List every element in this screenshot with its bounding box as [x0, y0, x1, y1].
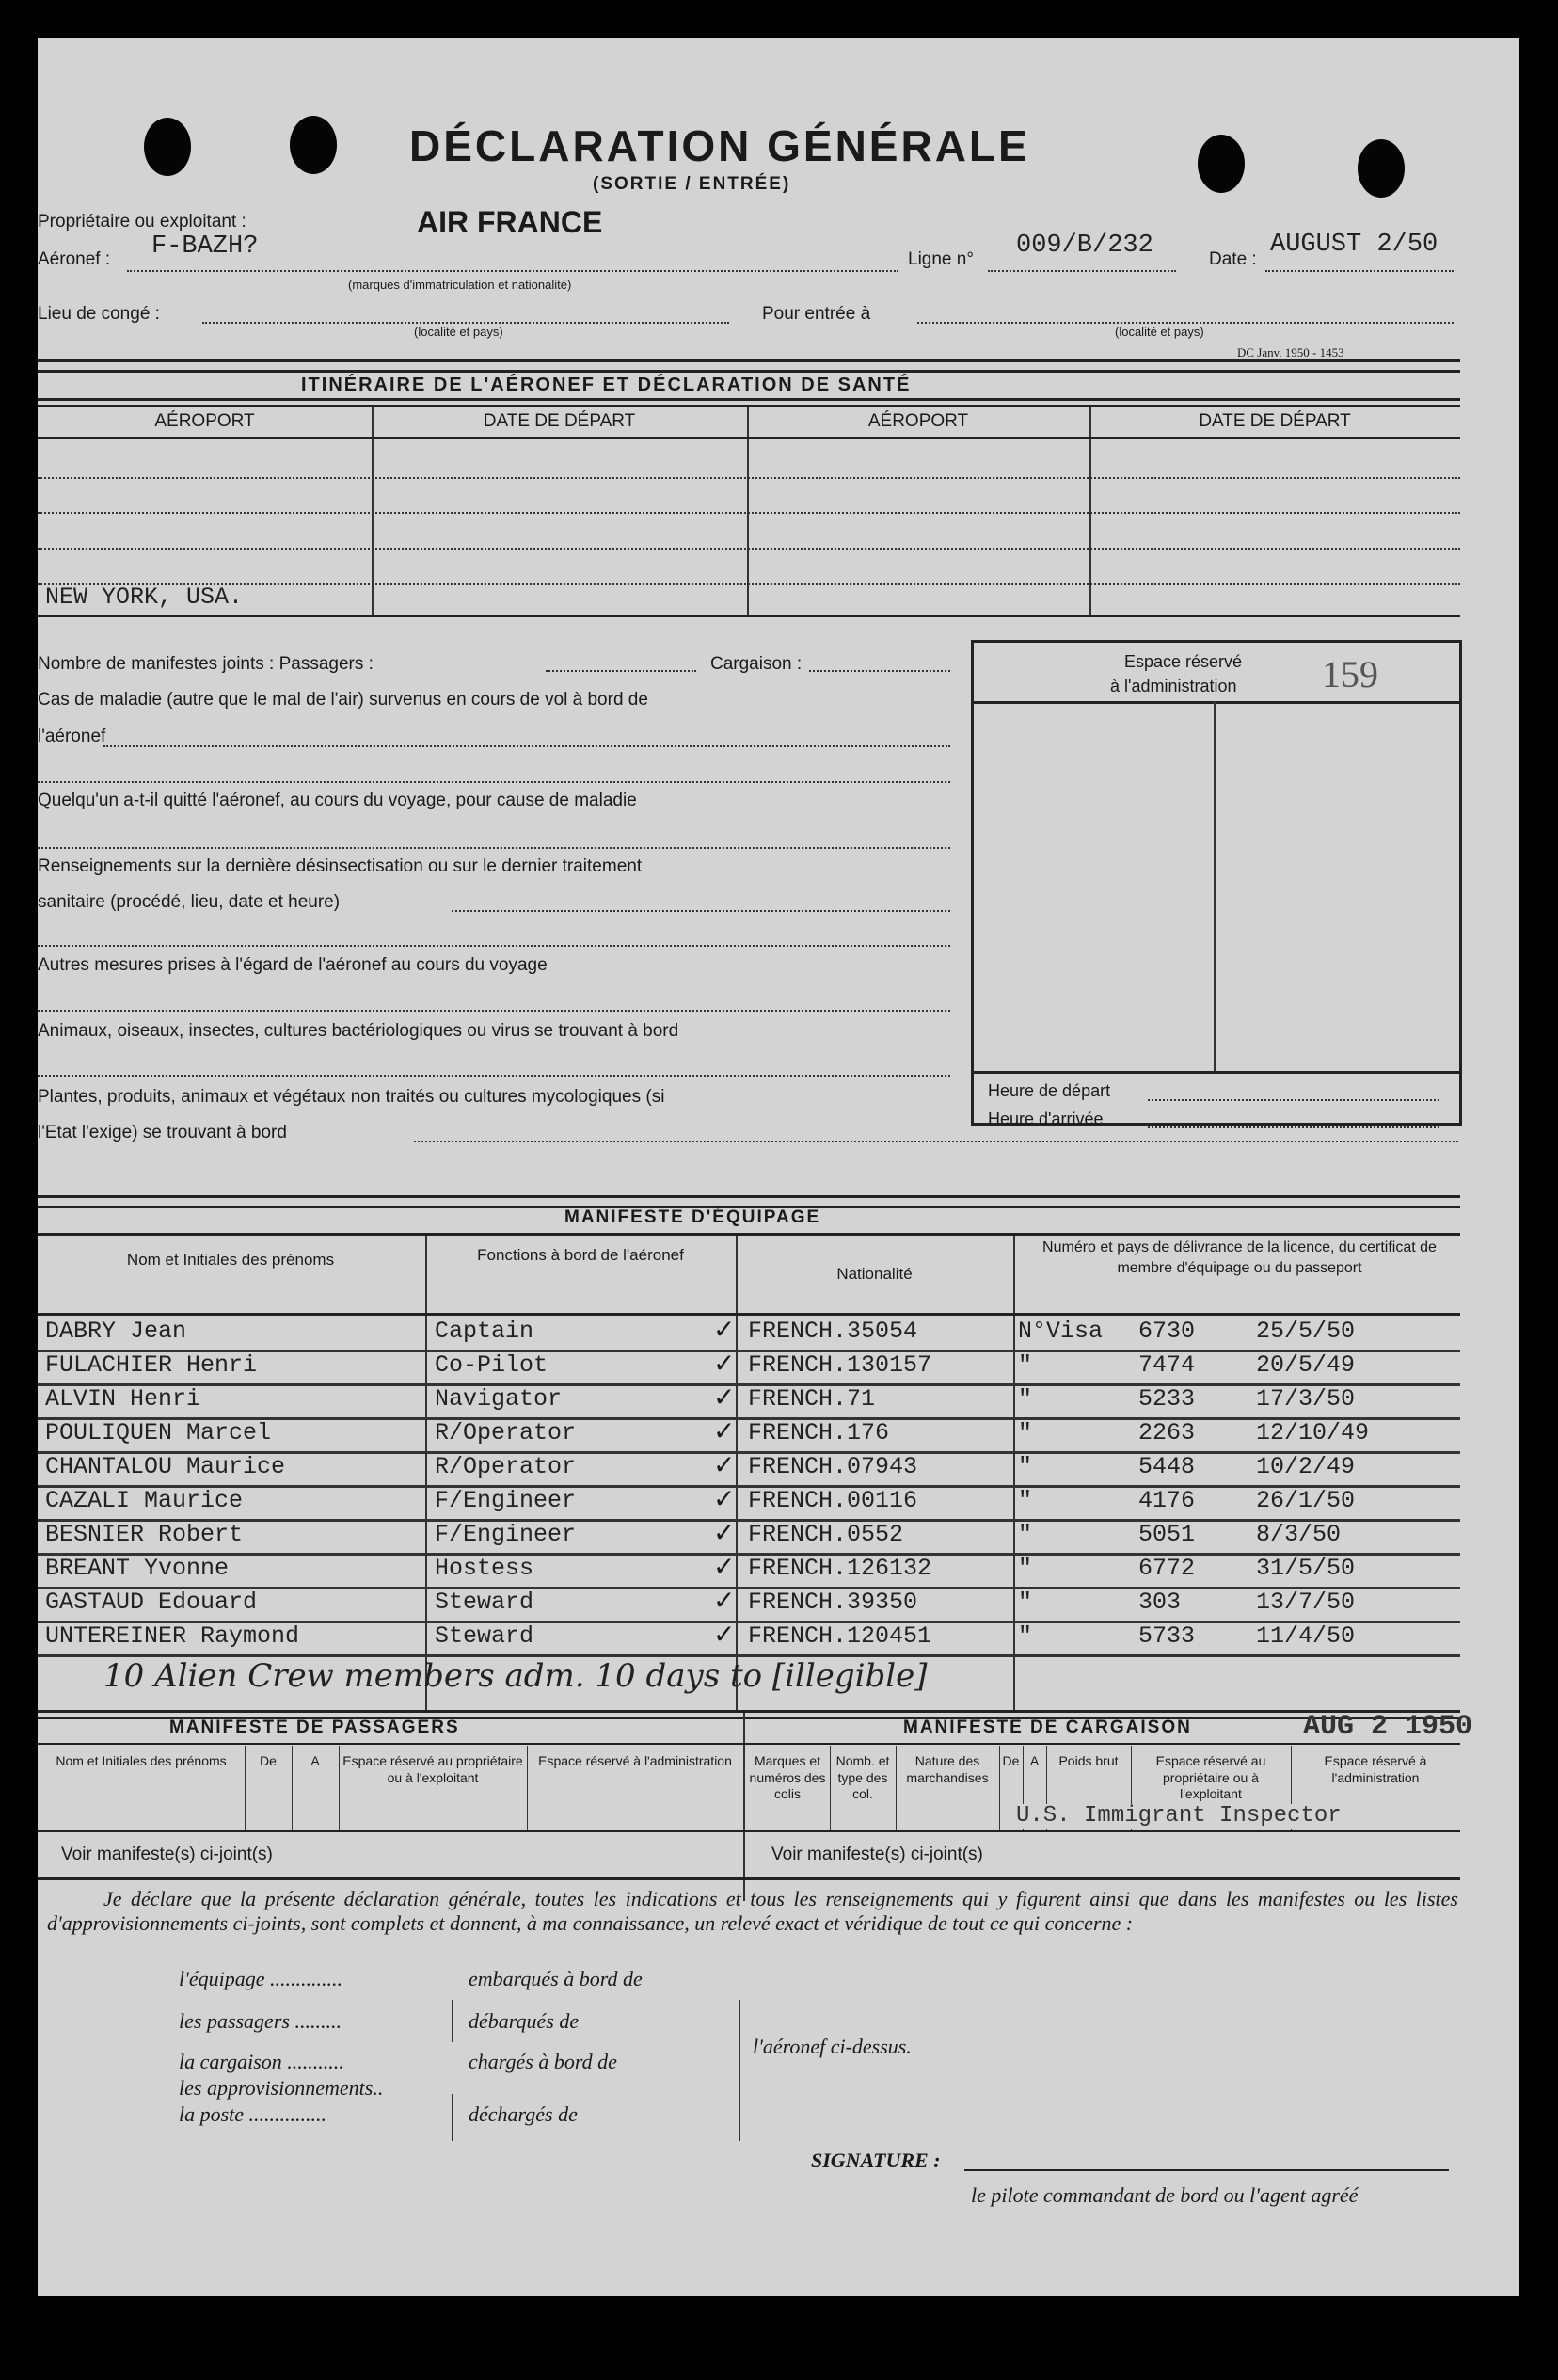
crew-date: 8/3/50	[1256, 1521, 1342, 1548]
crew-date: 17/3/50	[1256, 1385, 1356, 1413]
disinsection-question: Renseignements sur la dernière désinsectisation ou sur le dernier traitement	[38, 856, 643, 876]
crew-function: Steward	[435, 1589, 534, 1616]
crew-manifest-title: MANIFESTE D'ÉQUIPAGE	[564, 1207, 821, 1227]
crew-name: BESNIER Robert	[45, 1521, 244, 1548]
line-value: 009/B/232	[1016, 232, 1153, 260]
crew-nationality: FRENCH.126132	[748, 1555, 932, 1582]
checkmark-icon: ✓	[713, 1518, 736, 1547]
declaration-action: embarqués à bord de	[469, 1967, 643, 1990]
column-header: De	[260, 1753, 277, 1768]
crew-row	[38, 1621, 1460, 1657]
column-header: Espace réservé au propriétaire ou à l'exploitant	[342, 1753, 523, 1785]
punch-hole	[144, 118, 191, 176]
column-header: DATE DE DÉPART	[483, 411, 636, 431]
disinsection-question-cont: sanitaire (procédé, lieu, date et heure)	[38, 892, 341, 912]
crew-number: 5733	[1138, 1622, 1196, 1650]
cargo-see-attached: Voir manifeste(s) ci-joint(s)	[771, 1845, 983, 1864]
crew-name: POULIQUEN Marcel	[45, 1419, 272, 1446]
punch-hole	[290, 116, 337, 174]
checkmark-icon: ✓	[713, 1416, 736, 1446]
paper-sheet	[38, 38, 1519, 2296]
crew-name: UNTEREINER Raymond	[45, 1622, 300, 1650]
punch-hole	[1358, 139, 1405, 198]
declaration-item: les passagers .........	[179, 2009, 342, 2033]
column-header: Nom et Initiales des prénoms	[126, 1251, 335, 1269]
crew-number: 4176	[1138, 1487, 1196, 1514]
column-header: Espace réservé à l'administration	[538, 1753, 732, 1768]
column-header: Marques et numéros des colis	[749, 1753, 826, 1801]
crew-name: ALVIN Henri	[45, 1385, 201, 1413]
crew-date: 26/1/50	[1256, 1487, 1356, 1514]
itinerary-title: ITINÉRAIRE DE L'AÉRONEF ET DÉCLARATION DE SANTÉ	[301, 375, 912, 395]
crew-row	[38, 1519, 1460, 1556]
crew-row	[38, 1587, 1460, 1623]
crew-row	[38, 1485, 1460, 1522]
column-header: De	[1002, 1753, 1020, 1768]
crew-prefix: "	[1018, 1589, 1033, 1616]
crew-prefix: "	[1018, 1351, 1033, 1379]
plants-question: Plantes, produits, animaux et végétaux non traités ou cultures mycologiques (si	[38, 1087, 665, 1107]
crew-function: Steward	[435, 1622, 534, 1650]
crew-row	[38, 1383, 1460, 1420]
checkmark-icon: ✓	[713, 1450, 736, 1479]
crew-nationality: FRENCH.07943	[748, 1453, 918, 1480]
date-label: Date :	[1209, 249, 1257, 269]
subtitle: (SORTIE / ENTRÉE)	[593, 174, 791, 194]
crew-nationality: FRENCH.0552	[748, 1521, 904, 1548]
left-aircraft-question: Quelqu'un a-t-il quitté l'aéronef, au cours du voyage, pour cause de maladie	[38, 791, 637, 810]
crew-row	[38, 1350, 1460, 1386]
crew-name: BREANT Yvonne	[45, 1555, 230, 1582]
crew-nationality: FRENCH.176	[748, 1419, 890, 1446]
passenger-manifest-title: MANIFESTE DE PASSAGERS	[169, 1717, 460, 1737]
column-header: AÉROPORT	[867, 411, 969, 431]
plants-question-cont: l'Etat l'exige) se trouvant à bord	[38, 1123, 287, 1142]
column-header: DATE DE DÉPART	[1199, 411, 1351, 431]
punch-hole	[1198, 135, 1245, 193]
crew-nationality: FRENCH.00116	[748, 1487, 918, 1514]
crew-prefix: "	[1018, 1385, 1033, 1413]
declaration-item: les approvisionnements..	[179, 2076, 384, 2100]
crew-function: Hostess	[435, 1555, 534, 1582]
illness-question-cont: l'aéronef	[38, 727, 106, 746]
crew-prefix: N°Visa	[1018, 1318, 1104, 1345]
column-header: Fonctions à bord de l'aéronef	[477, 1246, 684, 1264]
declaration-action: déchargés de	[469, 2102, 578, 2126]
stamp-date: AUG 2 1950	[1303, 1711, 1473, 1743]
crew-prefix: "	[1018, 1555, 1033, 1582]
crew-nationality: FRENCH.35054	[748, 1318, 918, 1345]
crew-function: F/Engineer	[435, 1487, 577, 1514]
arrival-time-label: Heure d'arrivée	[988, 1110, 1104, 1128]
checkmark-icon: ✓	[713, 1484, 736, 1513]
crew-nationality: FRENCH.71	[748, 1385, 876, 1413]
column-header: A	[1029, 1753, 1040, 1768]
declaration-item: l'équipage ..............	[179, 1967, 342, 1990]
crew-row	[38, 1316, 1460, 1352]
column-header: A	[310, 1753, 320, 1768]
crew-date: 25/5/50	[1256, 1318, 1356, 1345]
crew-name: CHANTALOU Maurice	[45, 1453, 286, 1480]
entry-label: Pour entrée à	[762, 304, 871, 324]
declaration-item: la poste ...............	[179, 2102, 327, 2126]
checkmark-icon: ✓	[713, 1315, 736, 1344]
line-label: Ligne n°	[908, 249, 974, 269]
other-measures-question: Autres mesures prises à l'égard de l'aéronef au cours du voyage	[38, 955, 548, 975]
owner-label: Propriétaire ou exploitant :	[38, 212, 246, 232]
date-value: AUGUST 2/50	[1270, 231, 1439, 259]
crew-prefix: "	[1018, 1453, 1033, 1480]
crew-function: Navigator	[435, 1385, 563, 1413]
checkmark-icon: ✓	[713, 1586, 736, 1615]
crew-name: CAZALI Maurice	[45, 1487, 244, 1514]
crew-prefix: "	[1018, 1622, 1033, 1650]
checkmark-icon: ✓	[713, 1349, 736, 1378]
crew-name: DABRY Jean	[45, 1318, 187, 1345]
crew-function: R/Operator	[435, 1419, 577, 1446]
checkmark-icon: ✓	[713, 1620, 736, 1649]
crew-function: Co-Pilot	[435, 1351, 548, 1379]
crew-number: 5051	[1138, 1521, 1196, 1548]
crew-row	[38, 1553, 1460, 1589]
crew-row	[38, 1417, 1460, 1454]
column-header: Nomb. et type des col.	[835, 1753, 890, 1801]
form-reference: DC Janv. 1950 - 1453	[1237, 345, 1344, 359]
crew-function: F/Engineer	[435, 1521, 577, 1548]
cargo-count-label: Cargaison :	[710, 654, 803, 674]
departure-note: (localité et pays)	[414, 325, 503, 339]
checkmark-icon: ✓	[713, 1382, 736, 1412]
crew-date: 31/5/50	[1256, 1555, 1356, 1582]
departure-label: Lieu de congé :	[38, 304, 160, 324]
aircraft-value: F-BAZH?	[151, 232, 259, 261]
owner-value: AIR FRANCE	[417, 205, 603, 239]
column-header: AÉROPORT	[154, 411, 255, 431]
crew-nationality: FRENCH.39350	[748, 1589, 918, 1616]
cargo-manifest-title: MANIFESTE DE CARGAISON	[903, 1717, 1192, 1737]
crew-date: 20/5/49	[1256, 1351, 1356, 1379]
illness-question: Cas de maladie (autre que le mal de l'air) survenus en cours de vol à bord de	[38, 690, 648, 710]
crew-number: 5233	[1138, 1385, 1196, 1413]
column-header: Nature des marchandises	[906, 1753, 989, 1785]
crew-nationality: FRENCH.130157	[748, 1351, 932, 1379]
column-header: Nom et Initiales des prénoms	[56, 1753, 227, 1768]
crew-date: 11/4/50	[1256, 1622, 1356, 1650]
aircraft-label: Aéronef :	[38, 249, 111, 269]
admin-reserved-box	[971, 640, 1462, 1126]
crew-number: 6730	[1138, 1318, 1196, 1345]
signer-caption: le pilote commandant de bord ou l'agent agréé	[971, 2183, 1359, 2207]
declaration-action: chargés à bord de	[469, 2050, 617, 2073]
crew-date: 12/10/49	[1256, 1419, 1370, 1446]
inspector-stamp: U.S. Immigrant Inspector	[1016, 1803, 1342, 1829]
itinerary-table	[38, 407, 1460, 617]
passenger-see-attached: Voir manifeste(s) ci-joint(s)	[61, 1845, 273, 1864]
aircraft-note: (marques d'immatriculation et nationalité)	[348, 278, 572, 292]
crew-prefix: "	[1018, 1487, 1033, 1514]
admin-label: à l'administration	[1110, 677, 1237, 695]
manifests-count-label: Nombre de manifestes joints : Passagers :	[38, 654, 374, 674]
crew-row	[38, 1451, 1460, 1488]
animals-question: Animaux, oiseaux, insectes, cultures bactériologiques ou virus se trouvant à bord	[38, 1021, 679, 1041]
column-header: Espace réservé à l'administration	[1324, 1753, 1427, 1785]
declaration-aircraft: l'aéronef ci-dessus.	[753, 2035, 912, 2058]
signature-label: SIGNATURE :	[811, 2148, 941, 2172]
page-title: DÉCLARATION GÉNÉRALE	[409, 121, 1030, 170]
column-header: Espace réservé au propriétaire ou à l'exploitant	[1155, 1753, 1266, 1801]
departure-time-label: Heure de départ	[988, 1081, 1111, 1100]
crew-name: FULACHIER Henri	[45, 1351, 258, 1379]
crew-number: 2263	[1138, 1419, 1196, 1446]
column-header: Nationalité	[836, 1265, 913, 1283]
crew-name: GASTAUD Edouard	[45, 1589, 258, 1616]
declaration-item: la cargaison ...........	[179, 2050, 344, 2073]
crew-number: 5448	[1138, 1453, 1196, 1480]
crew-prefix: "	[1018, 1521, 1033, 1548]
crew-date: 10/2/49	[1256, 1453, 1356, 1480]
column-header: Numéro et pays de délivrance de la licence, du certificat de membre d'équipage ou du passeport	[1042, 1239, 1437, 1276]
admin-label: Espace réservé	[1124, 652, 1243, 671]
crew-function: Captain	[435, 1318, 534, 1345]
crew-nationality: FRENCH.120451	[748, 1622, 932, 1650]
crew-number: 7474	[1138, 1351, 1196, 1379]
declaration-text: Je déclare que la présente déclaration générale, toutes les indications et tous les renseignements qui y figurent ainsi que dans les manifestes ou les listes d'approvisionnements ci-joints, sont complets et donnent, à ma connaissance, un relevé exact et véridique de tout ce qui concerne :	[47, 1887, 1458, 1935]
crew-function: R/Operator	[435, 1453, 577, 1480]
crew-number: 303	[1138, 1589, 1182, 1616]
admin-number: 159	[1322, 653, 1378, 695]
entry-note: (localité et pays)	[1115, 325, 1204, 339]
handwritten-note: 10 Alien Crew members adm. 10 days to [illegible]	[103, 1657, 928, 1695]
crew-table	[38, 1236, 1460, 1711]
crew-number: 6772	[1138, 1555, 1196, 1582]
crew-prefix: "	[1018, 1419, 1033, 1446]
crew-date: 13/7/50	[1256, 1589, 1356, 1616]
declaration-action: débarqués de	[469, 2009, 580, 2033]
itinerary-airport: NEW YORK, USA.	[45, 583, 244, 611]
column-header: Poids brut	[1058, 1753, 1119, 1768]
checkmark-icon: ✓	[713, 1552, 736, 1581]
